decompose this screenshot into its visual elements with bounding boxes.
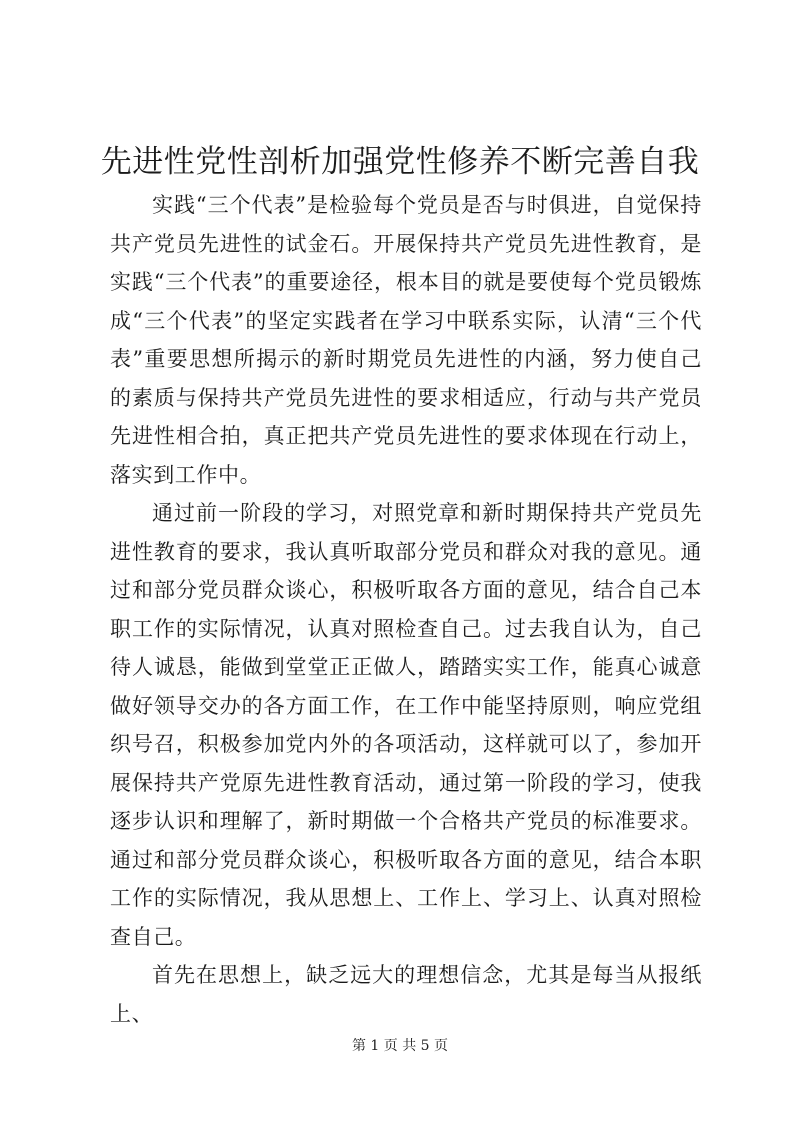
paragraph-3: 首先在思想上，缺乏远大的理想信念，尤其是每当从报纸上、 [110,963,702,1026]
page-footer [0,1036,800,1056]
paragraph-1: 实践“三个代表”是检验每个党员是否与时俱进，自觉保持共产党员先进性的试金石。开展保持共产党员先进性教育，是实践“三个代表”的重要途径，根本目的就是要使每个党员锻炼成“三个代表”的坚定实践者在学习中联系实际，认清“三个代表”重要思想所揭示的新时期党员先进性的内涵，努力使自己的素质与保持共产党员先进性的要求相适应，行动与共产党员先进性相合拍，真正把共产党员先进性的要求体现在行动上，落实到工作中。 [110,193,702,487]
paragraph-2: 通过前一阶段的学习，对照党章和新时期保持共产党员先进性教育的要求，我认真听取部分党员和群众对我的意见。通过和部分党员群众谈心，积极听取各方面的意见，结合自己本职工作的实际情况，认真对照检查自己。过去我自认为，自己待人诚恳，能做到堂堂正正做人，踏踏实实工作，能真心诚意做好领导交办的各方面工作，在工作中能坚持原则，响应党组织号召，积极参加党内外的各项活动，这样就可以了，参加开展保持共产党原先进性教育活动，通过第一阶段的学习，使我逐步认识和理解了，新时期做一个合格共产党员的标准要求。通过和部分党员群众谈心，积极听取各方面的意见，结合本职工作的实际情况，我从思想上、工作上、学习上、认真对照检查自己。 [110,501,702,949]
document-title: 先进性党性剖析加强党性修养不断完善自我 [100,144,700,180]
page-indicator: 第 1 页 共 5 页 [351,1038,449,1054]
document-body [110,186,702,1033]
